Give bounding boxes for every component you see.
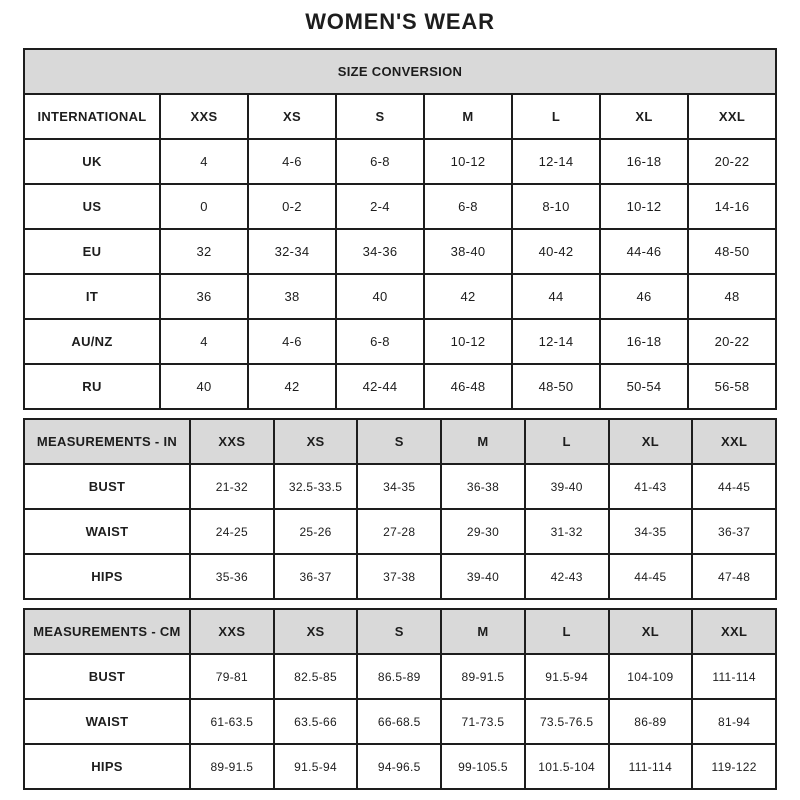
- column-header-cell: XXS: [190, 609, 274, 654]
- value-cell: 46: [600, 274, 688, 319]
- value-cell: 82.5-85: [274, 654, 358, 699]
- table-banner-cell: SIZE CONVERSION: [24, 49, 776, 94]
- column-header-row: [24, 419, 776, 464]
- row-label-cell: HIPS: [24, 554, 190, 599]
- column-header-cell: XL: [600, 94, 688, 139]
- measurements-cm-table: [23, 608, 777, 790]
- value-cell: 39-40: [525, 464, 609, 509]
- table-row: [24, 319, 776, 364]
- value-cell: 6-8: [336, 319, 424, 364]
- column-header-cell: XXL: [692, 609, 776, 654]
- table-row: [24, 654, 776, 699]
- value-cell: 32: [160, 229, 248, 274]
- value-cell: 79-81: [190, 654, 274, 699]
- value-cell: 40-42: [512, 229, 600, 274]
- value-cell: 44: [512, 274, 600, 319]
- value-cell: 12-14: [512, 319, 600, 364]
- value-cell: 61-63.5: [190, 699, 274, 744]
- row-label-cell: RU: [24, 364, 160, 409]
- value-cell: 39-40: [441, 554, 525, 599]
- page-title: WOMEN'S WEAR: [305, 9, 495, 34]
- row-label-cell: BUST: [24, 654, 190, 699]
- value-cell: 89-91.5: [190, 744, 274, 789]
- value-cell: 42-44: [336, 364, 424, 409]
- value-cell: 86-89: [609, 699, 693, 744]
- value-cell: 40: [336, 274, 424, 319]
- value-cell: 42: [424, 274, 512, 319]
- value-cell: 10-12: [600, 184, 688, 229]
- value-cell: 86.5-89: [357, 654, 441, 699]
- value-cell: 101.5-104: [525, 744, 609, 789]
- value-cell: 81-94: [692, 699, 776, 744]
- value-cell: 44-45: [609, 554, 693, 599]
- value-cell: 10-12: [424, 139, 512, 184]
- value-cell: 0: [160, 184, 248, 229]
- value-cell: 38: [248, 274, 336, 319]
- value-cell: 36-37: [274, 554, 358, 599]
- value-cell: 27-28: [357, 509, 441, 554]
- value-cell: 4-6: [248, 139, 336, 184]
- row-label-cell: UK: [24, 139, 160, 184]
- value-cell: 14-16: [688, 184, 776, 229]
- label-column-header-cell: INTERNATIONAL: [24, 94, 160, 139]
- value-cell: 38-40: [424, 229, 512, 274]
- value-cell: 4: [160, 139, 248, 184]
- column-header-cell: L: [525, 419, 609, 464]
- row-label-cell: WAIST: [24, 509, 190, 554]
- value-cell: 56-58: [688, 364, 776, 409]
- value-cell: 104-109: [609, 654, 693, 699]
- value-cell: 44-46: [600, 229, 688, 274]
- value-cell: 50-54: [600, 364, 688, 409]
- value-cell: 94-96.5: [357, 744, 441, 789]
- value-cell: 6-8: [336, 139, 424, 184]
- column-header-cell: M: [441, 419, 525, 464]
- value-cell: 25-26: [274, 509, 358, 554]
- value-cell: 119-122: [692, 744, 776, 789]
- row-label-cell: EU: [24, 229, 160, 274]
- label-column-header-cell: MEASUREMENTS - CM: [24, 609, 190, 654]
- table-row: [24, 554, 776, 599]
- value-cell: 48-50: [688, 229, 776, 274]
- measurements-in-table: [23, 418, 777, 600]
- column-header-cell: S: [336, 94, 424, 139]
- column-header-cell: XS: [248, 94, 336, 139]
- value-cell: 29-30: [441, 509, 525, 554]
- size-conversion-table: [23, 48, 777, 410]
- column-header-cell: M: [441, 609, 525, 654]
- value-cell: 66-68.5: [357, 699, 441, 744]
- table-row: [24, 184, 776, 229]
- label-column-header-cell: MEASUREMENTS - IN: [24, 419, 190, 464]
- row-label-cell: US: [24, 184, 160, 229]
- value-cell: 8-10: [512, 184, 600, 229]
- column-header-cell: XXL: [688, 94, 776, 139]
- value-cell: 10-12: [424, 319, 512, 364]
- value-cell: 34-35: [357, 464, 441, 509]
- row-label-cell: AU/NZ: [24, 319, 160, 364]
- value-cell: 12-14: [512, 139, 600, 184]
- column-header-cell: L: [525, 609, 609, 654]
- value-cell: 48: [688, 274, 776, 319]
- table-row: [24, 699, 776, 744]
- value-cell: 40: [160, 364, 248, 409]
- table-row: [24, 274, 776, 319]
- value-cell: 36-37: [692, 509, 776, 554]
- column-header-cell: S: [357, 419, 441, 464]
- value-cell: 89-91.5: [441, 654, 525, 699]
- column-header-cell: XS: [274, 419, 358, 464]
- value-cell: 48-50: [512, 364, 600, 409]
- column-header-cell: XXL: [692, 419, 776, 464]
- value-cell: 91.5-94: [274, 744, 358, 789]
- row-label-cell: IT: [24, 274, 160, 319]
- column-header-cell: M: [424, 94, 512, 139]
- value-cell: 20-22: [688, 139, 776, 184]
- value-cell: 20-22: [688, 319, 776, 364]
- value-cell: 31-32: [525, 509, 609, 554]
- column-header-cell: L: [512, 94, 600, 139]
- value-cell: 63.5-66: [274, 699, 358, 744]
- table-row: [24, 364, 776, 409]
- value-cell: 4: [160, 319, 248, 364]
- value-cell: 36: [160, 274, 248, 319]
- value-cell: 35-36: [190, 554, 274, 599]
- column-header-cell: XXS: [160, 94, 248, 139]
- value-cell: 42-43: [525, 554, 609, 599]
- value-cell: 111-114: [692, 654, 776, 699]
- value-cell: 6-8: [424, 184, 512, 229]
- column-header-cell: XXS: [190, 419, 274, 464]
- value-cell: 32.5-33.5: [274, 464, 358, 509]
- column-header-cell: XL: [609, 609, 693, 654]
- value-cell: 36-38: [441, 464, 525, 509]
- table-row: [24, 744, 776, 789]
- table-row: [24, 229, 776, 274]
- value-cell: 37-38: [357, 554, 441, 599]
- row-label-cell: HIPS: [24, 744, 190, 789]
- value-cell: 41-43: [609, 464, 693, 509]
- value-cell: 44-45: [692, 464, 776, 509]
- row-label-cell: WAIST: [24, 699, 190, 744]
- value-cell: 34-36: [336, 229, 424, 274]
- table-row: [24, 509, 776, 554]
- value-cell: 24-25: [190, 509, 274, 554]
- value-cell: 71-73.5: [441, 699, 525, 744]
- value-cell: 32-34: [248, 229, 336, 274]
- value-cell: 16-18: [600, 319, 688, 364]
- value-cell: 46-48: [424, 364, 512, 409]
- value-cell: 47-48: [692, 554, 776, 599]
- row-label-cell: BUST: [24, 464, 190, 509]
- value-cell: 2-4: [336, 184, 424, 229]
- value-cell: 111-114: [609, 744, 693, 789]
- value-cell: 99-105.5: [441, 744, 525, 789]
- value-cell: 4-6: [248, 319, 336, 364]
- table-banner-row: [24, 49, 776, 94]
- value-cell: 21-32: [190, 464, 274, 509]
- value-cell: 42: [248, 364, 336, 409]
- column-header-row: [24, 609, 776, 654]
- column-header-row: [24, 94, 776, 139]
- value-cell: 0-2: [248, 184, 336, 229]
- column-header-cell: XS: [274, 609, 358, 654]
- column-header-cell: S: [357, 609, 441, 654]
- table-row: [24, 139, 776, 184]
- column-header-cell: XL: [609, 419, 693, 464]
- value-cell: 73.5-76.5: [525, 699, 609, 744]
- value-cell: 16-18: [600, 139, 688, 184]
- value-cell: 91.5-94: [525, 654, 609, 699]
- table-row: [24, 464, 776, 509]
- value-cell: 34-35: [609, 509, 693, 554]
